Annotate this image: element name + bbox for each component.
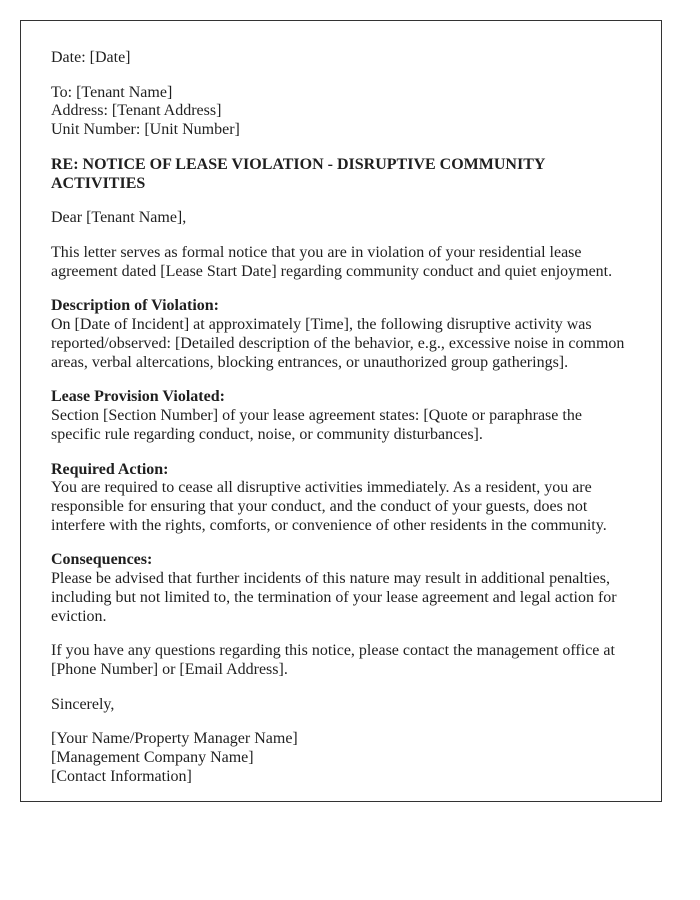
recipient-unit-line: Unit Number: [Unit Number] (51, 121, 240, 139)
section-body: You are required to cease all disruptive activities immediately. As a resident, you are responsible for ensuring that your conduct, and the conduct of your guests, does not interfere with the rights, comforts, or convenience of other residents in the community. (51, 479, 607, 534)
signature-name-line: [Your Name/Property Manager Name] (51, 730, 298, 748)
contact-paragraph: If you have any questions regarding this notice, please contact the management office at [Phone Number] or [Email Address]. (51, 642, 615, 678)
salutation: Dear [Tenant Name], (51, 209, 187, 227)
intro-paragraph: This letter serves as formal notice that you are in violation of your residential lease agreement dated [Lease Start Date] regarding community conduct and quiet enjoyment. (51, 244, 613, 280)
date-line: Date: [Date] (51, 49, 131, 66)
letter-document (20, 20, 662, 802)
closing: Sincerely, (51, 695, 115, 713)
recipient-block (51, 84, 630, 140)
signature-company-line: [Management Company Name] (51, 749, 254, 767)
recipient-address-line: Address: [Tenant Address] (51, 102, 222, 120)
section-body: Section [Section Number] of your lease agreement states: [Quote or paraphrase the specific rule regarding conduct, noise, or community disturbances]. (51, 407, 582, 443)
section-heading: Required Action: (51, 460, 169, 478)
section-body: Please be advised that further incidents of this nature may result in additional penalties, including but not limited to, the termination of your lease agreement and legal action for eviction. (51, 570, 617, 625)
section-required-action (51, 461, 630, 536)
signature-contact-line: [Contact Information] (51, 767, 192, 785)
section-lease-provision-violated (51, 388, 630, 444)
recipient-to-line: To: [Tenant Name] (51, 83, 173, 101)
section-consequences (51, 551, 630, 626)
section-heading: Description of Violation: (51, 297, 219, 315)
section-body: On [Date of Incident] at approximately [Time], the following disruptive activity was reported/observed: [Detailed description of the behavior, e.g., excessive noise in common areas, verbal altercations, blocking entrances, or unauthorized group gatherings]. (51, 316, 625, 371)
section-heading: Lease Provision Violated: (51, 388, 225, 406)
section-description-of-violation (51, 297, 630, 372)
subject-line: RE: NOTICE OF LEASE VIOLATION - DISRUPTIVE COMMUNITY ACTIVITIES (51, 155, 545, 192)
section-heading: Consequences: (51, 551, 153, 569)
signature-block (51, 730, 630, 786)
